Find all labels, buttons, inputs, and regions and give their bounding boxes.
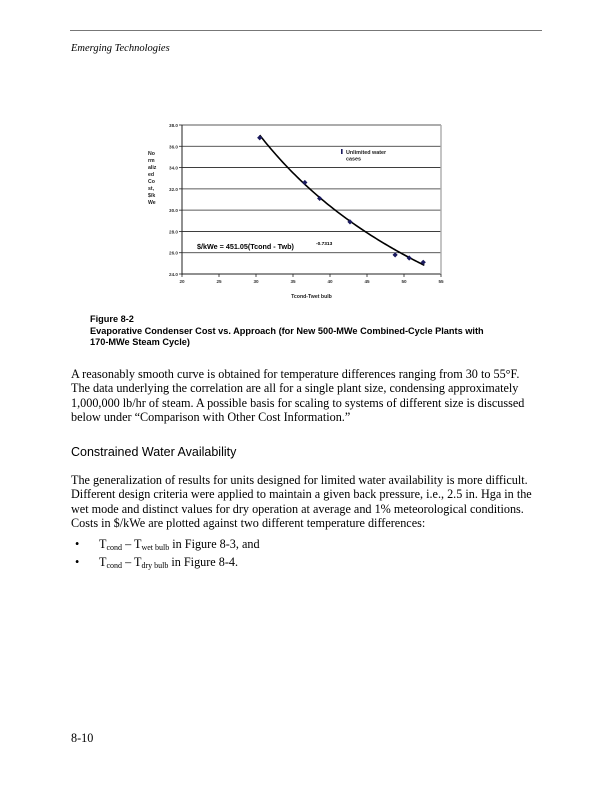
x-tick-label: 40 — [327, 279, 333, 284]
bullet-icon: • — [75, 537, 80, 551]
section-heading: Constrained Water Availability — [71, 445, 237, 459]
y-axis-label: Co — [148, 179, 155, 185]
y-axis-label: rm — [148, 158, 155, 164]
data-point — [257, 135, 262, 140]
figure-caption — [90, 314, 550, 349]
equation-annotation: $/kWe = 451.05(Tcond - Twb) — [197, 242, 294, 251]
paragraph-1: A reasonably smooth curve is obtained for temperature differences ranging from 30 to 55°F. The data underlying the correlation are all for a single plant size, condensing approximately 1,000,000 lb/hr of steam. A possible basis for scaling to systems of different size is discussed below under “Comparison with Other Cost Information.” — [71, 367, 525, 425]
y-tick-label: 34.0 — [169, 165, 178, 171]
legend-label: cases — [346, 156, 361, 163]
x-tick-label: 45 — [364, 279, 370, 284]
data-point — [302, 180, 307, 185]
page-number: 8-10 — [71, 731, 94, 745]
bullet-list — [71, 537, 260, 573]
y-axis-label: st, — [148, 186, 155, 192]
figure-label: Figure 8-2 — [90, 314, 134, 324]
y-axis-label: No — [148, 151, 155, 157]
legend-marker — [341, 149, 343, 154]
y-axis-label: aliz — [148, 165, 157, 171]
y-tick-label: 38.0 — [169, 123, 178, 128]
x-tick-label: 50 — [401, 279, 407, 284]
equation-exponent: -0.7313 — [316, 242, 333, 247]
header-rule — [70, 30, 542, 31]
figure-caption-line2: 170-MWe Steam Cycle) — [90, 337, 190, 347]
figure-caption-line1: Evaporative Condenser Cost vs. Approach (for New 500-MWe Combined-Cycle Plants with — [90, 325, 484, 336]
y-axis-label: We — [148, 200, 156, 206]
bullet-icon: • — [75, 555, 80, 569]
x-tick-label: 25 — [216, 279, 222, 284]
paragraph-2: The generalization of results for units designed for limited water availability is more difficult. Different design criteria were applied to maintain a given back pressure, i.e., 2.5 in. Hga in the wet mode and distinct values for dry operation at average and 1% meteorological conditions. Costs in $/kWe are plotted against two different temperature differences: — [71, 473, 532, 531]
bullet-item — [71, 537, 260, 555]
y-tick-label: 28.0 — [169, 229, 178, 235]
bullet-text: $T_{cond} - T_{wet bulb}$ in Figure 8-3, and — [99, 537, 260, 552]
legend-label: Unlimited water — [346, 150, 387, 156]
chart-plot — [140, 110, 460, 305]
y-tick-label: 26.0 — [169, 250, 178, 256]
x-tick-label: 55 — [438, 279, 444, 284]
x-tick-label: 20 — [179, 279, 185, 284]
x-tick-label: 30 — [253, 279, 259, 284]
y-tick-label: 32.0 — [169, 186, 178, 192]
running-title: Emerging Technologies — [71, 43, 170, 54]
bullet-text: $T_{cond} - T_{dry bulb}$ in Figure 8-4. — [99, 555, 239, 570]
x-axis-label: Tcond-Twet bulb — [291, 294, 332, 300]
x-tick-label: 35 — [290, 279, 296, 284]
y-tick-label: 24.0 — [169, 272, 178, 277]
y-tick-label: 30.0 — [169, 208, 178, 214]
y-axis-label: ed — [148, 172, 155, 178]
y-axis-label: $/k — [148, 193, 156, 199]
y-tick-label: 36.0 — [169, 144, 178, 150]
bullet-item — [71, 555, 260, 573]
figure-chart — [140, 110, 460, 305]
